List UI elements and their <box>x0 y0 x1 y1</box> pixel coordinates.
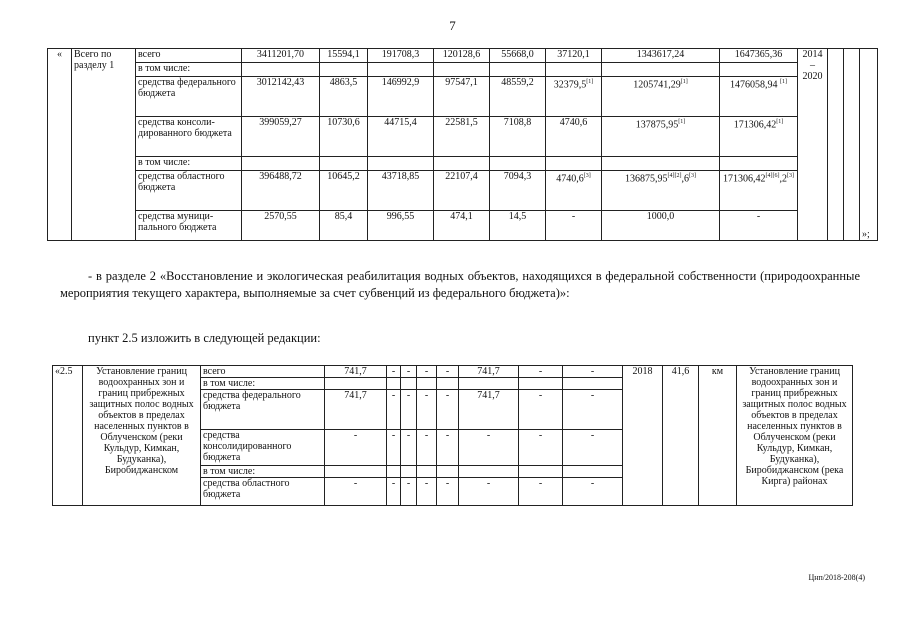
cell-value: - <box>417 430 437 466</box>
cell-value: 146992,9 <box>368 77 434 117</box>
cell-value: 741,7 <box>459 390 519 430</box>
cell-value: 1647365,36 <box>720 49 798 63</box>
cell-value: - <box>437 478 459 506</box>
cell-value: - <box>387 366 401 378</box>
cell-value: - <box>519 430 563 466</box>
cell-value: - <box>387 390 401 430</box>
row-label: в том числе: <box>201 466 325 478</box>
cell-value <box>320 157 368 171</box>
cell-value: - <box>401 390 417 430</box>
cell-value <box>434 63 490 77</box>
cell-value: 22581,5 <box>434 117 490 157</box>
cell-value <box>720 63 798 77</box>
cell-value: - <box>720 211 798 241</box>
cell-value: - <box>546 211 602 241</box>
cell-value <box>325 378 387 390</box>
cell-value: 474,1 <box>434 211 490 241</box>
quantity-cell: 41,6 <box>663 366 699 506</box>
row-label: средства областного бюджета <box>201 478 325 506</box>
year-cell: 2018 <box>623 366 663 506</box>
cell-value <box>490 157 546 171</box>
section-label: Всего по разделу 1 <box>72 49 136 241</box>
table-row <box>48 157 878 171</box>
cell-value: 43718,85 <box>368 171 434 211</box>
cell-value: - <box>563 390 623 430</box>
cell-value <box>242 63 320 77</box>
measure-name: Установление границ водоохранных зон и границ прибрежных защитных полос водных объектов в пределах населенных пунктов в Облученском (реки Кульдур, Кимкан, Будуканка), Биробиджанском <box>83 366 201 506</box>
cell-value <box>417 378 437 390</box>
cell-value: 3012142,43 <box>242 77 320 117</box>
cell-value: - <box>325 430 387 466</box>
table-row <box>53 366 853 378</box>
cell-value <box>720 157 798 171</box>
cell-value <box>490 63 546 77</box>
cell-value <box>368 157 434 171</box>
empty-cell <box>844 49 860 241</box>
cell-value: 1000,0 <box>602 211 720 241</box>
cell-value: - <box>437 366 459 378</box>
cell-value: - <box>459 478 519 506</box>
table-row <box>48 117 878 157</box>
cell-value: - <box>459 430 519 466</box>
cell-value: 1476058,94 [1] <box>720 77 798 117</box>
cell-value: - <box>519 478 563 506</box>
cell-value <box>546 157 602 171</box>
table-row <box>48 63 878 77</box>
row-label: средства консолидированного бюджета <box>201 430 325 466</box>
table-row <box>48 77 878 117</box>
cell-value <box>459 466 519 478</box>
cell-value <box>519 466 563 478</box>
closing-mark: »; <box>860 49 878 241</box>
cell-value <box>602 157 720 171</box>
row-label: средства федерального бюджета <box>136 77 242 117</box>
cell-value: 44715,4 <box>368 117 434 157</box>
cell-value: 32379,5[1] <box>546 77 602 117</box>
cell-value <box>401 378 417 390</box>
cell-value: - <box>325 478 387 506</box>
cell-value <box>320 63 368 77</box>
cell-value <box>434 157 490 171</box>
item-number: «2.5 <box>53 366 83 506</box>
cell-value <box>387 466 401 478</box>
table-row <box>48 211 878 241</box>
table-row <box>48 49 878 63</box>
cell-value: - <box>387 430 401 466</box>
cell-value: 85,4 <box>320 211 368 241</box>
cell-value <box>546 63 602 77</box>
cell-value: 399059,27 <box>242 117 320 157</box>
cell-value: - <box>417 366 437 378</box>
cell-value: 741,7 <box>459 366 519 378</box>
cell-value: - <box>387 478 401 506</box>
cell-value: 3411201,70 <box>242 49 320 63</box>
cell-value <box>325 466 387 478</box>
cell-value: - <box>401 430 417 466</box>
cell-value: 996,55 <box>368 211 434 241</box>
cell-value: 741,7 <box>325 366 387 378</box>
row-label: средства областного бюджета <box>136 171 242 211</box>
cell-value: 137875,95[1] <box>602 117 720 157</box>
unit-cell: км <box>699 366 737 506</box>
cell-value: 4740,6 <box>546 117 602 157</box>
document-code: Цнп/2018-208(4) <box>808 573 865 582</box>
row-label: средства федерального бюджета <box>201 390 325 430</box>
cell-value: 191708,3 <box>368 49 434 63</box>
cell-value: 37120,1 <box>546 49 602 63</box>
cell-value: 10730,6 <box>320 117 368 157</box>
row-label: в том числе: <box>136 157 242 171</box>
cell-value: - <box>437 390 459 430</box>
cell-value: 48559,2 <box>490 77 546 117</box>
cell-value: 171306,42[4][6],2[3] <box>720 171 798 211</box>
cell-value: 1343617,24 <box>602 49 720 63</box>
row-label: в том числе: <box>136 63 242 77</box>
cell-value: - <box>417 390 437 430</box>
quote-mark: « <box>48 49 72 241</box>
cell-value: 22107,4 <box>434 171 490 211</box>
cell-value <box>401 466 417 478</box>
table-item-2-5 <box>52 365 853 506</box>
cell-value <box>387 378 401 390</box>
cell-value <box>417 466 437 478</box>
cell-value: 97547,1 <box>434 77 490 117</box>
cell-value <box>563 466 623 478</box>
paragraph-section2: - в разделе 2 «Восстановление и экологическая реабилитация водных объектов, находящихся в федеральной собственности (природоохранные мероприятия текущего характера, выполняемые за счет субвенций из федерального бюджета)»: <box>60 269 860 300</box>
cell-value: - <box>519 366 563 378</box>
expected-result: Установление границ водоохранных зон и границ прибрежных защитных полос водных объектов в пределах населенных пунктов в Облученском (реки Кульдур, Кимкан, Будуканка), Биробиджанском (река Кирга) районах <box>737 366 853 506</box>
page-number: 7 <box>449 18 456 33</box>
table-row <box>48 171 878 211</box>
cell-value: - <box>401 478 417 506</box>
cell-value: - <box>437 430 459 466</box>
cell-value <box>242 157 320 171</box>
cell-value <box>437 378 459 390</box>
cell-value <box>563 378 623 390</box>
cell-value: 4863,5 <box>320 77 368 117</box>
cell-value: 15594,1 <box>320 49 368 63</box>
cell-value: 7094,3 <box>490 171 546 211</box>
cell-value: - <box>401 366 417 378</box>
cell-value: 396488,72 <box>242 171 320 211</box>
cell-value: 1205741,29[1] <box>602 77 720 117</box>
cell-value: 14,5 <box>490 211 546 241</box>
cell-value: - <box>563 430 623 466</box>
cell-value <box>602 63 720 77</box>
cell-value: - <box>417 478 437 506</box>
cell-value: - <box>563 478 623 506</box>
years-cell: 2014 – 2020 <box>798 49 828 241</box>
empty-cell <box>828 49 844 241</box>
cell-value <box>368 63 434 77</box>
paragraph-item25: пункт 2.5 изложить в следующей редакции: <box>88 331 321 345</box>
cell-value: 7108,8 <box>490 117 546 157</box>
cell-value: 120128,6 <box>434 49 490 63</box>
cell-value: - <box>563 366 623 378</box>
cell-value <box>437 466 459 478</box>
cell-value <box>519 378 563 390</box>
cell-value: 136875,95[4][2],6[3] <box>602 171 720 211</box>
cell-value: 171306,42[1] <box>720 117 798 157</box>
row-label: средства консолидированного бюджета <box>136 117 242 157</box>
budget-table-section1 <box>47 48 878 241</box>
cell-value: 55668,0 <box>490 49 546 63</box>
cell-value: 4740,6[3] <box>546 171 602 211</box>
row-label: в том числе: <box>201 378 325 390</box>
cell-value: 2570,55 <box>242 211 320 241</box>
cell-value: 741,7 <box>325 390 387 430</box>
row-label: всего <box>201 366 325 378</box>
cell-value: - <box>519 390 563 430</box>
cell-value <box>459 378 519 390</box>
row-label: всего <box>136 49 242 63</box>
row-label: средства муниципального бюджета <box>136 211 242 241</box>
cell-value: 10645,2 <box>320 171 368 211</box>
